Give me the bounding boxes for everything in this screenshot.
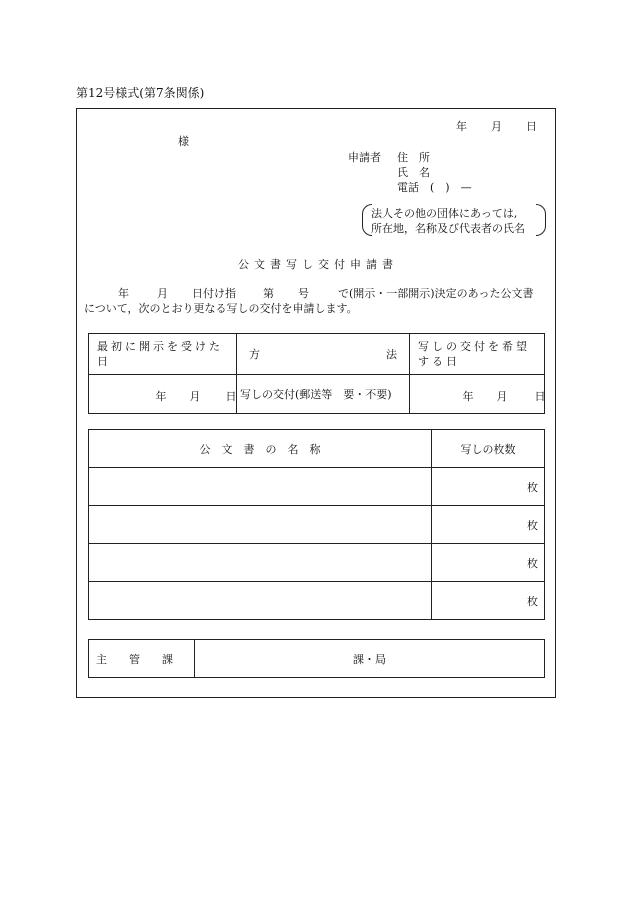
body-date-suffix: 日付け指 xyxy=(192,287,236,300)
applicant-label: 申請者 xyxy=(348,151,381,164)
count-unit: 枚 xyxy=(527,518,538,532)
copy-count-header: 写しの枚数 xyxy=(432,430,545,468)
copy-count-cell[interactable] xyxy=(432,468,545,506)
department-value-cell[interactable] xyxy=(195,640,545,678)
first-disclosure-date-cell[interactable] xyxy=(89,375,237,414)
count-unit: 枚 xyxy=(527,556,538,570)
method-header xyxy=(237,334,410,375)
body-month: 月 xyxy=(157,287,168,300)
dates-table xyxy=(88,333,545,414)
body-year: 年 xyxy=(118,287,129,300)
desired-month-label: 月 xyxy=(496,389,508,403)
desired-date-header: 写しの交付を希望する日 xyxy=(410,334,545,375)
method-header-left: 方 xyxy=(249,348,260,361)
first-day-label: 日 xyxy=(225,389,237,403)
note-right-paren xyxy=(536,204,546,236)
address-label: 住 所 xyxy=(397,151,430,164)
document-name-cell[interactable] xyxy=(89,506,432,544)
body-dai: 第 xyxy=(263,287,274,300)
department-suffix: 課・局 xyxy=(353,652,386,666)
phone-label: 電話 ( ) — xyxy=(397,181,472,194)
copy-count-cell[interactable] xyxy=(432,582,545,620)
form-title: 公文書写し交付申請書 xyxy=(238,258,398,271)
date-day-label: 日 xyxy=(526,120,537,133)
documents-table xyxy=(88,429,545,620)
count-unit: 枚 xyxy=(527,480,538,494)
desired-year-label: 年 xyxy=(462,389,474,403)
copy-count-cell[interactable] xyxy=(432,544,545,582)
body-go: 号 xyxy=(298,287,309,300)
table-row xyxy=(89,468,545,506)
name-label: 氏 名 xyxy=(397,166,430,179)
addressee-suffix: 様 xyxy=(178,135,189,148)
document-name-cell[interactable] xyxy=(89,468,432,506)
document-name-cell[interactable] xyxy=(89,544,432,582)
date-month-label: 月 xyxy=(491,120,502,133)
table-row xyxy=(89,506,545,544)
first-disclosure-header: 最初に開示を受けた日 xyxy=(89,334,237,375)
corporate-note-line1: 法人その他の団体にあっては, xyxy=(371,207,518,220)
desired-day-label: 日 xyxy=(534,389,546,403)
form-id: 第12号様式(第7条関係) xyxy=(76,86,205,100)
body-line2: について，次のとおり更なる写しの交付を申請します。 xyxy=(84,302,358,315)
count-unit: 枚 xyxy=(527,594,538,608)
table-row xyxy=(89,582,545,620)
corporate-note-line2: 所在地，名称及び代表者の氏名 xyxy=(371,222,525,235)
body-decision-text: で(開示・一部開示)決定のあった公文書 xyxy=(338,287,534,300)
first-month-label: 月 xyxy=(189,389,201,403)
copy-count-cell[interactable] xyxy=(432,506,545,544)
first-year-label: 年 xyxy=(155,389,167,403)
department-table xyxy=(88,639,545,678)
method-header-right: 法 xyxy=(386,348,397,361)
desired-date-cell[interactable] xyxy=(410,375,545,414)
method-cell[interactable] xyxy=(237,375,410,414)
document-name-cell[interactable] xyxy=(89,582,432,620)
date-year-label: 年 xyxy=(456,120,467,133)
department-label: 主 管 課 xyxy=(89,640,195,678)
document-name-header: 公 文 書 の 名 称 xyxy=(89,430,432,468)
table-row xyxy=(89,544,545,582)
method-value: 写しの交付(郵送等 要・不要) xyxy=(240,388,392,401)
